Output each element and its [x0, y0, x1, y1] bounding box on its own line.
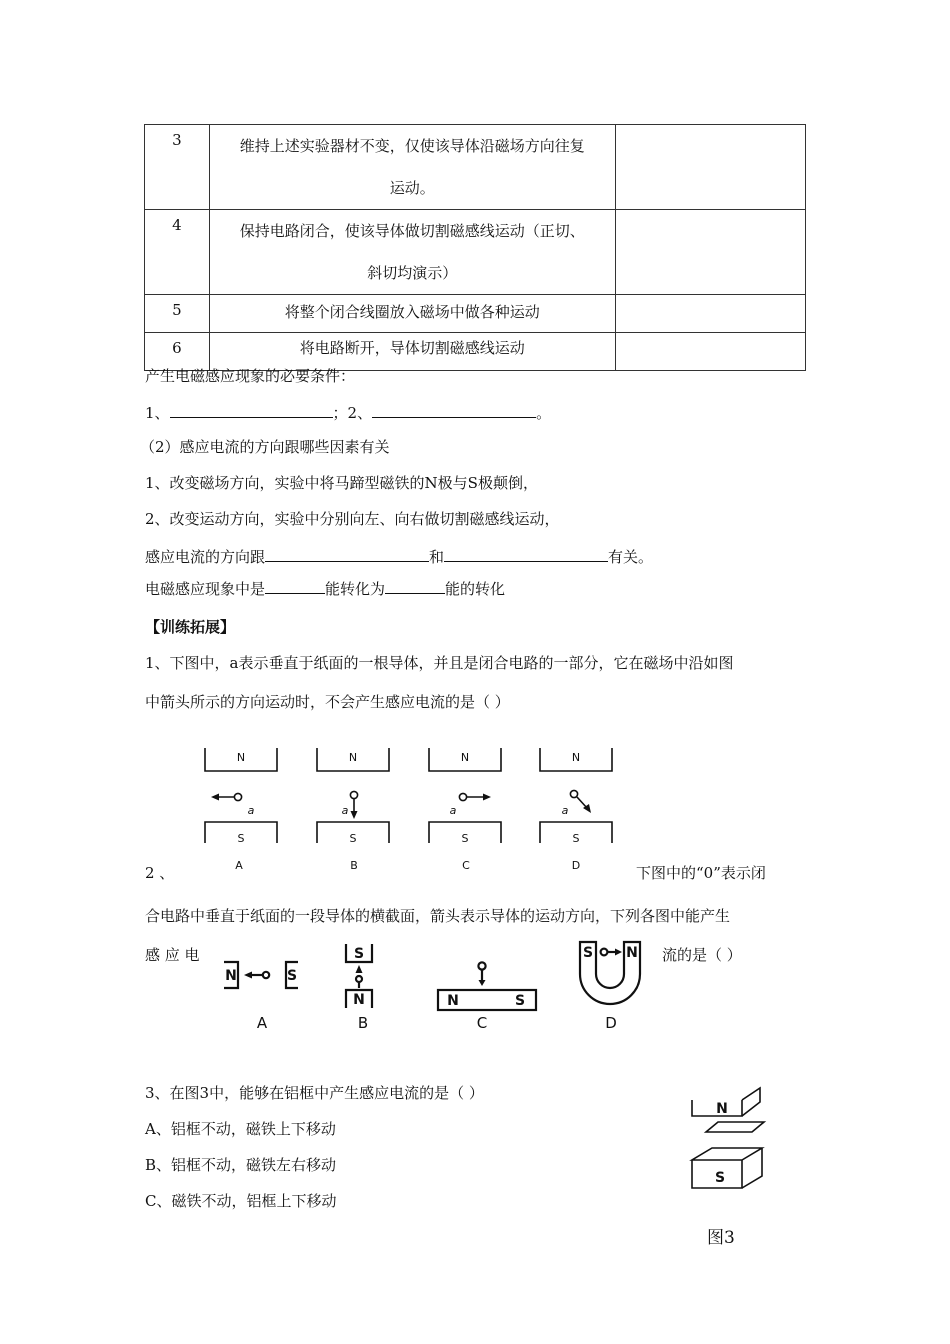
- figure-3-caption: 图3: [707, 1228, 735, 1248]
- option-label: B: [357, 1014, 369, 1030]
- row-description-line: 斜切均演示）: [367, 264, 458, 282]
- conductor-label: a: [449, 804, 457, 817]
- direction-summary-a: 感应电流的方向跟: [145, 548, 266, 566]
- south-label: S: [286, 968, 298, 984]
- direction-summary-c: 有关。: [608, 548, 654, 566]
- option-label: A: [256, 1014, 268, 1030]
- south-label: S: [237, 832, 245, 845]
- north-label: N: [460, 751, 470, 764]
- conductor-circle: [263, 972, 269, 978]
- option-label: D: [571, 859, 581, 872]
- answer-blank[interactable]: [170, 401, 333, 418]
- conditions-end: 。: [536, 404, 552, 422]
- row-description: [209, 125, 615, 210]
- south-label: S: [461, 832, 469, 845]
- option-label: D: [605, 1014, 617, 1030]
- conditions-separator: ；2、: [332, 404, 373, 422]
- experiment-table: [144, 124, 806, 371]
- south-label: S: [582, 945, 594, 961]
- table-row: [145, 295, 806, 333]
- conductor-label: a: [247, 804, 255, 817]
- south-label: S: [572, 832, 580, 845]
- question-2-line-3-left: 感 应 电: [145, 946, 200, 964]
- north-label: N: [626, 945, 638, 961]
- conditions-blanks: [145, 401, 551, 423]
- conductor-circle: [234, 793, 241, 800]
- question-2-line-2: 合电路中垂直于纸面的一段导体的横截面，箭头表示导体的运动方向，下列各图中能产生: [145, 907, 731, 925]
- arrow-right-icon: [615, 949, 622, 956]
- direction-item-2: 2、改变运动方向，实验中分别向左、向右做切割磁感线运动，: [145, 510, 560, 528]
- row-description-line: 运动。: [389, 179, 435, 197]
- answer-blank[interactable]: [444, 545, 608, 562]
- answer-blank[interactable]: [265, 545, 429, 562]
- arrow-up-icon: [356, 965, 363, 973]
- question-3-option-b[interactable]: B、铝框不动，磁铁左右移动: [145, 1156, 337, 1174]
- energy-c: 能的转化: [445, 580, 506, 598]
- direction-item-1: 1、改变磁场方向，实验中将马蹄型磁铁的N极与S极颠倒，: [145, 474, 538, 492]
- row-description-line: 维持上述实验器材不变，仅使该导体沿磁场方向往复: [239, 137, 585, 155]
- section-title: 【训练拓展】: [145, 618, 236, 636]
- row-number: 3: [145, 125, 210, 210]
- option-label: A: [235, 859, 243, 872]
- south-magnet-shape: [692, 1148, 762, 1160]
- question-1-figure: [195, 743, 635, 878]
- conductor-label: a: [341, 804, 349, 817]
- direction-summary: [145, 545, 653, 567]
- south-label: S: [714, 1170, 726, 1186]
- north-label: N: [225, 968, 237, 984]
- question-2-line-3-right: 流的是（ ）: [662, 946, 742, 964]
- conditions-heading: 产生电磁感应现象的必要条件：: [145, 367, 356, 385]
- arrow-down-icon: [351, 811, 358, 819]
- row-result-cell: [615, 210, 805, 295]
- row-result-cell: [615, 125, 805, 210]
- question-3-option-c[interactable]: C、磁铁不动，铝框上下移动: [145, 1192, 337, 1210]
- question-3-stem: 3、在图3中，能够在铝框中产生感应电流的是（ ）: [145, 1084, 484, 1102]
- energy-a: 电磁感应现象中是: [145, 580, 266, 598]
- question-1-line-2: 中箭头所示的方向运动时，不会产生感应电流的是（ ）: [145, 693, 510, 711]
- question-3-figure: [684, 1086, 774, 1196]
- north-label: N: [236, 751, 246, 764]
- direction-heading: （2）感应电流的方向跟哪些因素有关: [140, 438, 390, 456]
- question-2-number: 2 、: [145, 864, 175, 882]
- option-label: C: [476, 1014, 488, 1030]
- north-label: N: [353, 992, 365, 1008]
- north-label: N: [348, 751, 358, 764]
- north-label: N: [571, 751, 581, 764]
- answer-blank[interactable]: [385, 577, 445, 594]
- south-label: S: [514, 993, 526, 1009]
- south-label: S: [349, 832, 357, 845]
- table-row: [145, 210, 806, 295]
- aluminum-frame-shape: [706, 1122, 764, 1132]
- row-description: [209, 210, 615, 295]
- arrow-left-icon: [244, 972, 252, 979]
- energy-b: 能转化为: [325, 580, 386, 598]
- north-label: N: [447, 993, 459, 1009]
- row-description: [209, 295, 615, 333]
- row-description-line: 保持电路闭合，使该导体做切割磁感线运动（正切、: [239, 222, 585, 240]
- conditions-item-1: 1、: [145, 404, 170, 422]
- row-number: 6: [145, 333, 210, 371]
- direction-summary-b: 和: [429, 548, 445, 566]
- arrow-left-icon: [211, 794, 219, 801]
- question-2-figure: [220, 938, 660, 1030]
- row-description-line: 将整个闭合线圈放入磁场中做各种运动: [284, 303, 540, 321]
- row-result-cell: [615, 333, 805, 371]
- answer-blank[interactable]: [372, 401, 536, 418]
- question-3-option-a[interactable]: A、铝框不动，磁铁上下移动: [145, 1120, 336, 1138]
- arrow-down-icon: [479, 980, 486, 986]
- answer-blank[interactable]: [265, 577, 325, 594]
- south-label: S: [353, 946, 365, 962]
- energy-sentence: [145, 577, 505, 599]
- question-1-line-1: 1、下图中，a表示垂直于纸面的一根导体，并且是闭合电路的一部分，它在磁场中沿如图: [145, 654, 734, 672]
- table-row: [145, 125, 806, 210]
- arrow-right-icon: [483, 794, 491, 801]
- row-description-line: 将电路断开，导体切割磁感线运动: [299, 339, 525, 357]
- row-result-cell: [615, 295, 805, 333]
- conductor-label: a: [561, 804, 569, 817]
- row-number: 5: [145, 295, 210, 333]
- option-label: B: [350, 859, 358, 872]
- question-2-line-1: 下图中的“0”表示闭: [636, 864, 766, 882]
- row-description: [209, 333, 615, 371]
- option-label: C: [462, 859, 470, 872]
- table-row: [145, 333, 806, 371]
- row-number: 4: [145, 210, 210, 295]
- north-label: N: [716, 1101, 728, 1117]
